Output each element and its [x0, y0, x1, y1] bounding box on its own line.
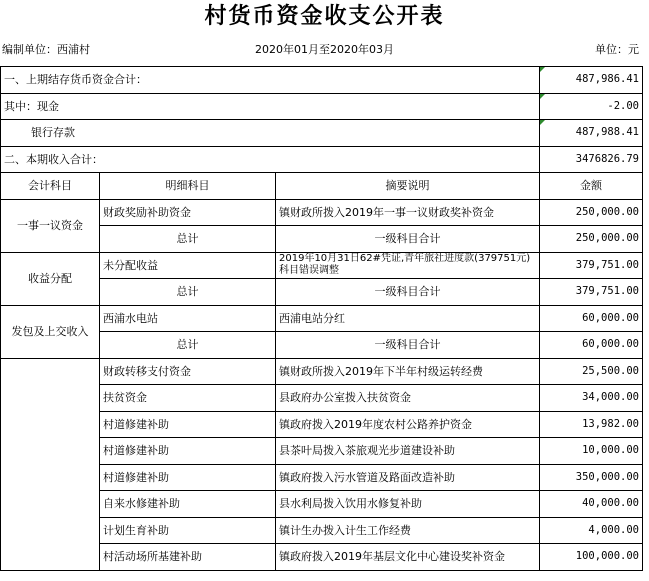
- total-label: 总计: [100, 279, 276, 306]
- table-row: [1, 252, 643, 279]
- detail-cell: 财政奖励补助资金: [100, 199, 276, 226]
- income-label: 二、本期收入合计：: [1, 146, 540, 173]
- header-account: 会计科目: [1, 173, 100, 200]
- amount-cell: 100,000.00: [540, 544, 643, 571]
- desc-cell: 县政府办公室拨入扶贫资金: [276, 385, 540, 412]
- prev-balance-value: 487,986.41: [540, 67, 643, 94]
- cash-value: -2.00: [540, 93, 643, 120]
- summary-row: [1, 120, 643, 147]
- total-label: 总计: [100, 226, 276, 253]
- report-period: 2020年01月至2020年03月: [255, 43, 394, 56]
- header-detail: 明细科目: [100, 173, 276, 200]
- table-row: [1, 199, 643, 226]
- total-label: 总计: [100, 332, 276, 359]
- detail-cell: 西浦水电站: [100, 305, 276, 332]
- detail-cell: 村道修建补助: [100, 438, 276, 465]
- desc-cell: 西浦电站分红: [276, 305, 540, 332]
- detail-cell: 村道修建补助: [100, 411, 276, 438]
- bank-label: 银行存款: [1, 120, 540, 147]
- bank-value: 487,988.41: [540, 120, 643, 147]
- summary-row: [1, 146, 643, 173]
- desc-cell: 县茶叶局拨入茶旅观光步道建设补助: [276, 438, 540, 465]
- total-desc: 一级科目合计: [276, 279, 540, 306]
- page-title: 村货币资金收支公开表: [204, 3, 445, 29]
- account-name-empty: [1, 358, 100, 570]
- detail-cell: 未分配收益: [100, 252, 276, 279]
- header-amount: 金额: [540, 173, 643, 200]
- desc-cell: 县水利局拨入饮用水修复补助: [276, 491, 540, 518]
- amount-cell: 60,000.00: [540, 305, 643, 332]
- account-name: 收益分配: [1, 252, 100, 305]
- desc-cell: 镇财政所拨入2019年下半年村级运转经费: [276, 358, 540, 385]
- header-row: [1, 173, 643, 200]
- desc-cell: 镇计生办拨入计生工作经费: [276, 517, 540, 544]
- detail-cell: 财政转移支付资金: [100, 358, 276, 385]
- amount-cell: 40,000.00: [540, 491, 643, 518]
- table-row: [1, 305, 643, 332]
- income-value: 3476826.79: [540, 146, 643, 173]
- amount-cell: 379,751.00: [540, 252, 643, 279]
- amount-cell: 10,000.00: [540, 438, 643, 465]
- desc-cell: 镇政府拨入污水管道及路面改造补助: [276, 464, 540, 491]
- detail-cell: 计划生育补助: [100, 517, 276, 544]
- header-desc: 摘要说明: [276, 173, 540, 200]
- prev-balance-label: 一、上期结存货币资金合计：: [1, 67, 540, 94]
- amount-cell: 25,500.00: [540, 358, 643, 385]
- summary-row: [1, 93, 643, 120]
- account-name: 发包及上交收入: [1, 305, 100, 358]
- desc-cell: 镇财政所拨入2019年一事一议财政奖补资金: [276, 199, 540, 226]
- cash-label: 其中：现金: [1, 93, 540, 120]
- desc-cell: 2019年10月31日62#凭证,青年旅社进度款(379751元)科目错误调整: [276, 252, 540, 279]
- amount-cell: 34,000.00: [540, 385, 643, 412]
- amount-cell: 250,000.00: [540, 199, 643, 226]
- total-desc: 一级科目合计: [276, 332, 540, 359]
- total-amount: 379,751.00: [540, 279, 643, 306]
- table-row: [1, 358, 643, 385]
- meta-row: [0, 36, 649, 64]
- currency-unit: 单位：元: [595, 43, 639, 56]
- amount-cell: 13,982.00: [540, 411, 643, 438]
- detail-cell: 村活动场所基建补助: [100, 544, 276, 571]
- account-name: 一事一议资金: [1, 199, 100, 252]
- amount-cell: 350,000.00: [540, 464, 643, 491]
- detail-cell: 自来水修建补助: [100, 491, 276, 518]
- org-unit: 编制单位：西浦村: [2, 43, 90, 56]
- detail-cell: 村道修建补助: [100, 464, 276, 491]
- detail-cell: 扶贫资金: [100, 385, 276, 412]
- total-amount: 60,000.00: [540, 332, 643, 359]
- summary-row: [1, 67, 643, 94]
- desc-cell: 镇政府拨入2019年基层文化中心建设奖补资金: [276, 544, 540, 571]
- desc-cell: 镇政府拨入2019年度农村公路养护资金: [276, 411, 540, 438]
- amount-cell: 4,000.00: [540, 517, 643, 544]
- fund-table: [0, 66, 643, 571]
- total-amount: 250,000.00: [540, 226, 643, 253]
- total-desc: 一级科目合计: [276, 226, 540, 253]
